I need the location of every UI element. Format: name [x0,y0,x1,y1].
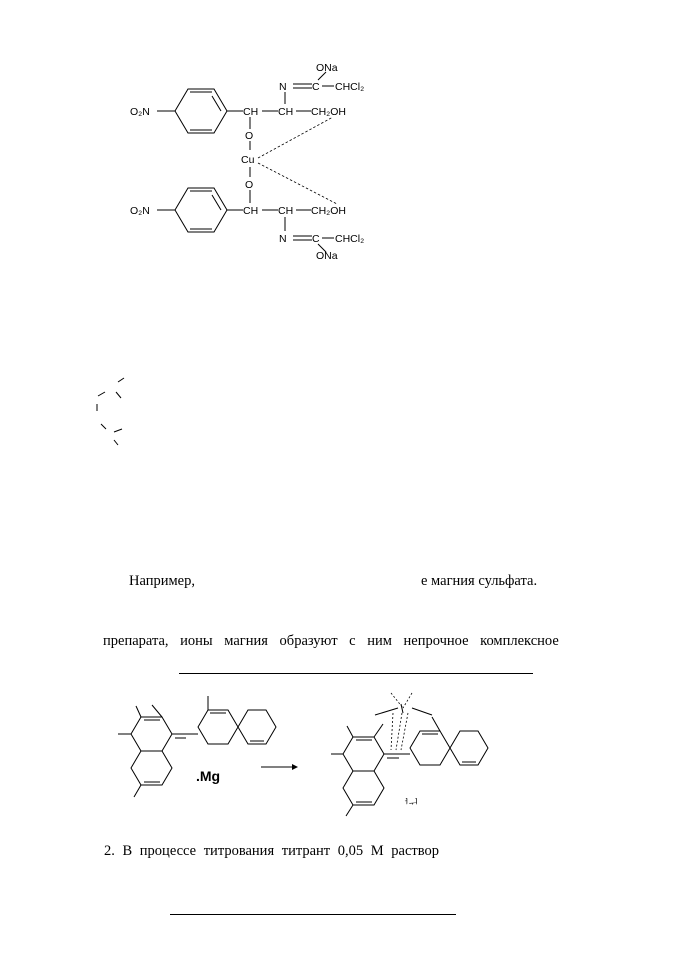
ch-label-bottom-left: CH [243,205,259,217]
fragment-marks [85,370,135,450]
reactant-naphthalene-left-ring [198,710,238,744]
c-label-top: C [312,81,320,93]
paragraph-line-2: препарата, ионы магния образуют с ним непрочное комплексное [103,633,559,649]
product-ring-bottom [343,771,384,805]
ona-label-top: ONa [316,62,338,74]
reactant-naphthalene-right-ring [238,710,276,744]
c-label-bottom: C [312,233,320,245]
chcl2-label-bottom: CHCl₂ [335,233,365,245]
ch-label-top-right: CH [278,106,294,118]
o-label-top: O [245,130,254,142]
paragraph-line-1-end: е магния сульфата. [421,573,538,589]
n-label-top: N [279,81,287,93]
ch-label-top-left: CH [243,106,259,118]
mg-label: .Mg [196,768,221,784]
ch2oh-label-bottom: CH₂OH [311,205,346,217]
chcl2-label-top: CHCl₂ [335,81,365,93]
cu-label: Cu [241,154,255,166]
underline-rule-2 [170,914,456,915]
reactant-ring-bottom [131,751,172,785]
paragraph-line-3: 2. В процессе титрования титрант 0,05 М раствор [104,843,439,859]
copper-complex-structure [0,0,678,280]
o2n-label-top: O₂N [130,106,150,118]
ch2oh-label-top: CH₂OH [311,106,346,118]
product-naphthalene-left-ring [410,731,450,765]
n-label-bottom: N [279,233,287,245]
paragraph-line-1-start: Например, [129,573,195,589]
benzene-ring-top [175,89,227,133]
o-label-bottom: O [245,179,254,191]
ch-label-bottom-right: CH [278,205,294,217]
product-naphthalene-right-ring [450,731,488,765]
o2n-label-bottom: O₂N [130,205,150,217]
reactant-ring-top [131,717,172,751]
product-ring-top [343,737,384,771]
underline-rule-1 [179,673,533,674]
product-tail-mark: ᅥᅱ [399,799,419,810]
ona-label-bottom: ONa [316,250,338,262]
benzene-ring-bottom [175,188,227,232]
reaction-scheme [0,680,678,820]
